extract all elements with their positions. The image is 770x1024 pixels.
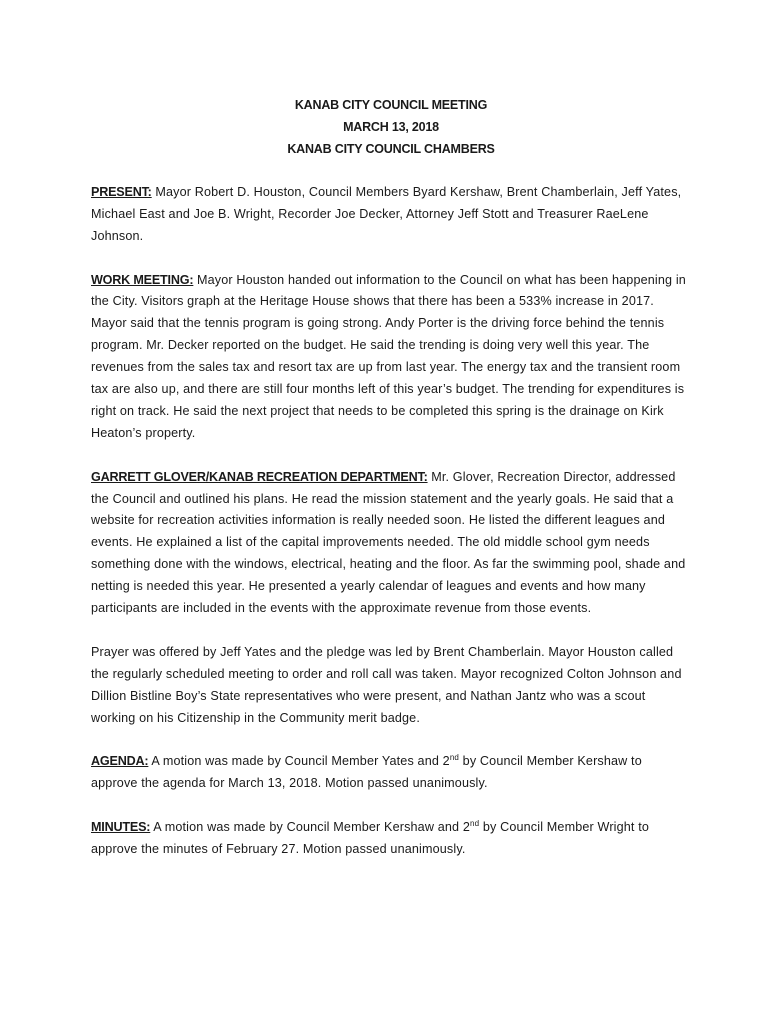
work-meeting-section	[91, 270, 691, 445]
present-section	[91, 182, 691, 248]
agenda-label: AGENDA:	[91, 754, 149, 769]
garrett-glover-label: GARRETT GLOVER/KANAB RECREATION DEPARTMENT:	[91, 469, 428, 484]
prayer-section	[91, 642, 691, 730]
meeting-location: KANAB CITY COUNCIL CHAMBERS	[287, 142, 495, 156]
agenda-text-after: by Council Member Kershaw to approve the agenda for March 13, 2018. Motion passed unanimously.	[91, 754, 642, 791]
minutes-label: MINUTES:	[91, 820, 151, 835]
agenda-section	[91, 751, 691, 795]
agenda-text-before: A motion was made by Council Member Yates and 2	[148, 754, 450, 769]
agenda-ordinal-suffix: nd	[449, 753, 460, 763]
garrett-glover-section	[91, 467, 691, 620]
work-meeting-text: Mayor Houston handed out information to the Council on what has been happening in the City. Visitors graph at the Heritage House shows that there has been a 533% increase in 2017. Mayor said that the tennis program is going strong. Andy Porter is the driving force behind the tennis program. Mr. Decker reported on the budget. He said the trending is doing very well this year. The revenues from the sales tax and resort tax are up from last year. The energy tax and the transient room tax are also up, and there are still four months left of this year’s budget. The trending for expenditures is right on track. He said the next project that needs to be completed this spring is the drainage on Kirk Heaton’s property.	[91, 272, 686, 440]
garrett-glover-text: Mr. Glover, Recreation Director, addressed the Council and outlined his plans. He read the mission statement and the yearly goals. He said that a website for recreation activities information is really needed soon. He listed the different leagues and events. He explained a list of the capital improvements needed. The old middle school gym needs something done with the windows, electrical, heating and the floor. As far the swimming pool, shade and netting is needed this year. He presented a yearly calendar of leagues and events and how many participants are included in the events with the approximate revenue from those events.	[91, 469, 686, 616]
document-page	[91, 94, 691, 861]
minutes-section	[91, 817, 691, 861]
meeting-title: KANAB CITY COUNCIL MEETING	[294, 98, 488, 112]
meeting-date: MARCH 13, 2018	[343, 120, 439, 134]
prayer-text: Prayer was offered by Jeff Yates and the pledge was led by Brent Chamberlain. Mayor Houston called the regularly scheduled meeting to order and roll call was taken. Mayor recognized Colton Johnson and Dillion Bistline Boy’s State representatives who were present, and Nathan Jantz who was a scout working on his Citizenship in the Community merit badge.	[91, 644, 682, 725]
minutes-text-before: A motion was made by Council Member Kershaw and 2	[150, 820, 470, 835]
present-label: PRESENT:	[91, 184, 152, 199]
minutes-ordinal-suffix: nd	[469, 818, 480, 828]
minutes-text-after: by Council Member Wright to approve the minutes of February 27. Motion passed unanimously.	[91, 820, 650, 856]
work-meeting-label: WORK MEETING:	[91, 272, 194, 287]
document-header	[91, 94, 691, 160]
present-text: Mayor Robert D. Houston, Council Members Byard Kershaw, Brent Chamberlain, Jeff Yates, Michael East and Joe B. Wright, Recorder Joe Decker, Attorney Jeff Stott and Treasurer RaeLene Johnson.	[91, 184, 682, 243]
